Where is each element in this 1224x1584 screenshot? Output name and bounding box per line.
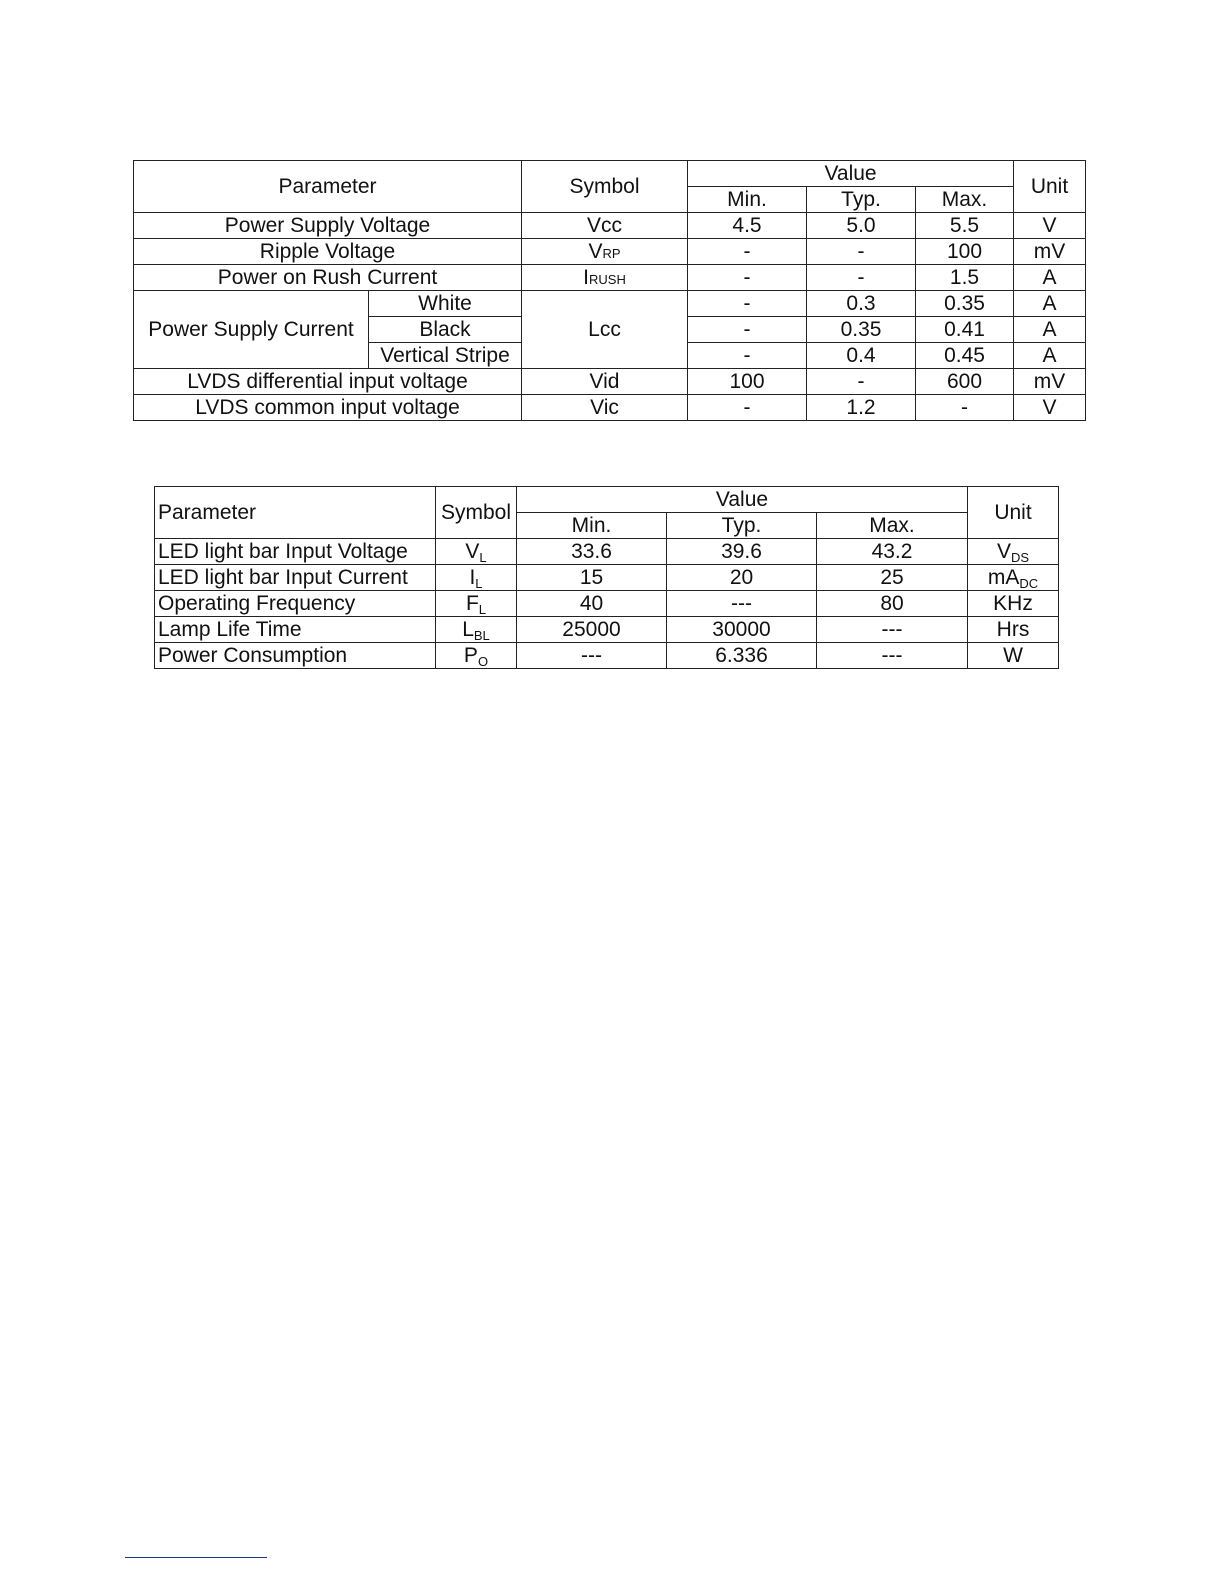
min-cell: - <box>688 317 807 343</box>
symbol-main: I <box>469 566 476 589</box>
symbol-cell <box>436 591 517 617</box>
typ-cell: 1.2 <box>807 395 916 421</box>
unit-cell: A <box>1014 317 1086 343</box>
symbol-main: V <box>588 240 603 263</box>
table-row <box>134 239 1086 265</box>
unit-cell: Hrs <box>968 617 1059 643</box>
max-cell: 43.2 <box>817 539 968 565</box>
max-cell: 80 <box>817 591 968 617</box>
header-value: Value <box>517 487 968 513</box>
symbol-cell: Vid <box>522 369 688 395</box>
header-min: Min. <box>517 513 667 539</box>
footnote-rule <box>125 1557 267 1558</box>
param-cell: LVDS common input voltage <box>134 395 522 421</box>
typ-cell: --- <box>667 591 817 617</box>
max-cell: 0.45 <box>916 343 1014 369</box>
max-cell: --- <box>817 643 968 669</box>
symbol-cell <box>436 643 517 669</box>
symbol-cell: Lcc <box>522 291 688 369</box>
table-row <box>155 539 1059 565</box>
header-parameter: Parameter <box>134 161 522 213</box>
symbol-cell: Vic <box>522 395 688 421</box>
table-row <box>155 643 1059 669</box>
max-cell: 0.35 <box>916 291 1014 317</box>
param-cell: Power Supply Voltage <box>134 213 522 239</box>
max-cell: 1.5 <box>916 265 1014 291</box>
typ-cell: - <box>807 265 916 291</box>
header-parameter: Parameter <box>155 487 436 539</box>
unit-cell <box>968 539 1059 565</box>
min-cell: - <box>688 239 807 265</box>
table-row <box>155 565 1059 591</box>
symbol-cell <box>436 565 517 591</box>
typ-cell: 0.35 <box>807 317 916 343</box>
symbol-sub: L <box>478 602 487 617</box>
table-row <box>134 291 1086 317</box>
unit-cell: KHz <box>968 591 1059 617</box>
typ-cell: 0.4 <box>807 343 916 369</box>
header-symbol: Symbol <box>436 487 517 539</box>
param-cell: Ripple Voltage <box>134 239 522 265</box>
param-cell: LVDS differential input voltage <box>134 369 522 395</box>
min-cell: 25000 <box>517 617 667 643</box>
unit-main: V <box>996 540 1011 563</box>
typ-cell: 6.336 <box>667 643 817 669</box>
typ-cell: 20 <box>667 565 817 591</box>
header-max: Max. <box>916 187 1014 213</box>
header-symbol: Symbol <box>522 161 688 213</box>
symbol-cell <box>436 539 517 565</box>
symbol-cell <box>522 239 688 265</box>
param-cell: Power on Rush Current <box>134 265 522 291</box>
unit-cell: mV <box>1014 239 1086 265</box>
max-cell: --- <box>817 617 968 643</box>
min-cell: 15 <box>517 565 667 591</box>
led-backlight-table <box>154 486 1059 669</box>
symbol-cell <box>522 265 688 291</box>
header-min: Min. <box>688 187 807 213</box>
unit-sub: DC <box>1019 576 1039 591</box>
unit-cell: A <box>1014 343 1086 369</box>
param-cell: LED light bar Input Current <box>155 565 436 591</box>
min-cell: - <box>688 395 807 421</box>
header-max: Max. <box>817 513 968 539</box>
symbol-main: L <box>462 618 474 641</box>
header-typ: Typ. <box>807 187 916 213</box>
unit-cell: V <box>1014 213 1086 239</box>
max-cell: 100 <box>916 239 1014 265</box>
param-cell: Power Supply Current <box>134 291 369 369</box>
min-cell: 4.5 <box>688 213 807 239</box>
unit-cell: A <box>1014 291 1086 317</box>
symbol-cell: Vcc <box>522 213 688 239</box>
symbol-cell <box>436 617 517 643</box>
unit-cell: W <box>968 643 1059 669</box>
table-row <box>134 369 1086 395</box>
unit-main: mA <box>987 566 1020 589</box>
typ-cell: 39.6 <box>667 539 817 565</box>
symbol-main: I <box>583 266 590 289</box>
symbol-sub: L <box>475 576 483 591</box>
header-unit: Unit <box>968 487 1059 539</box>
table-row <box>155 591 1059 617</box>
electrical-characteristics-table <box>133 160 1086 421</box>
symbol-main: F <box>465 592 479 615</box>
typ-cell: 0.3 <box>807 291 916 317</box>
min-cell: --- <box>517 643 667 669</box>
header-value: Value <box>688 161 1014 187</box>
unit-cell: mV <box>1014 369 1086 395</box>
symbol-sub: L <box>479 550 487 565</box>
table-row <box>155 617 1059 643</box>
param-cell: Lamp Life Time <box>155 617 436 643</box>
param-cell: Power Consumption <box>155 643 436 669</box>
header-unit: Unit <box>1014 161 1086 213</box>
unit-cell: V <box>1014 395 1086 421</box>
typ-cell: - <box>807 239 916 265</box>
symbol-sub: RUSH <box>589 272 626 287</box>
typ-cell: - <box>807 369 916 395</box>
max-cell: 600 <box>916 369 1014 395</box>
condition-cell: Vertical Stripe <box>369 343 522 369</box>
min-cell: - <box>688 291 807 317</box>
min-cell: 100 <box>688 369 807 395</box>
min-cell: - <box>688 265 807 291</box>
table-row <box>134 213 1086 239</box>
condition-cell: Black <box>369 317 522 343</box>
unit-sub: DS <box>1010 550 1030 565</box>
symbol-main: P <box>463 644 478 667</box>
symbol-sub: BL <box>473 628 490 643</box>
unit-cell: A <box>1014 265 1086 291</box>
param-cell: Operating Frequency <box>155 591 436 617</box>
min-cell: 40 <box>517 591 667 617</box>
max-cell: 25 <box>817 565 968 591</box>
table-row <box>134 395 1086 421</box>
header-typ: Typ. <box>667 513 817 539</box>
unit-cell <box>968 565 1059 591</box>
symbol-main: V <box>465 540 480 563</box>
param-cell: LED light bar Input Voltage <box>155 539 436 565</box>
typ-cell: 5.0 <box>807 213 916 239</box>
min-cell: 33.6 <box>517 539 667 565</box>
symbol-sub: O <box>477 654 489 669</box>
table-row <box>134 265 1086 291</box>
max-cell: 5.5 <box>916 213 1014 239</box>
condition-cell: White <box>369 291 522 317</box>
symbol-sub: RP <box>602 246 621 261</box>
min-cell: - <box>688 343 807 369</box>
max-cell: - <box>916 395 1014 421</box>
typ-cell: 30000 <box>667 617 817 643</box>
max-cell: 0.41 <box>916 317 1014 343</box>
